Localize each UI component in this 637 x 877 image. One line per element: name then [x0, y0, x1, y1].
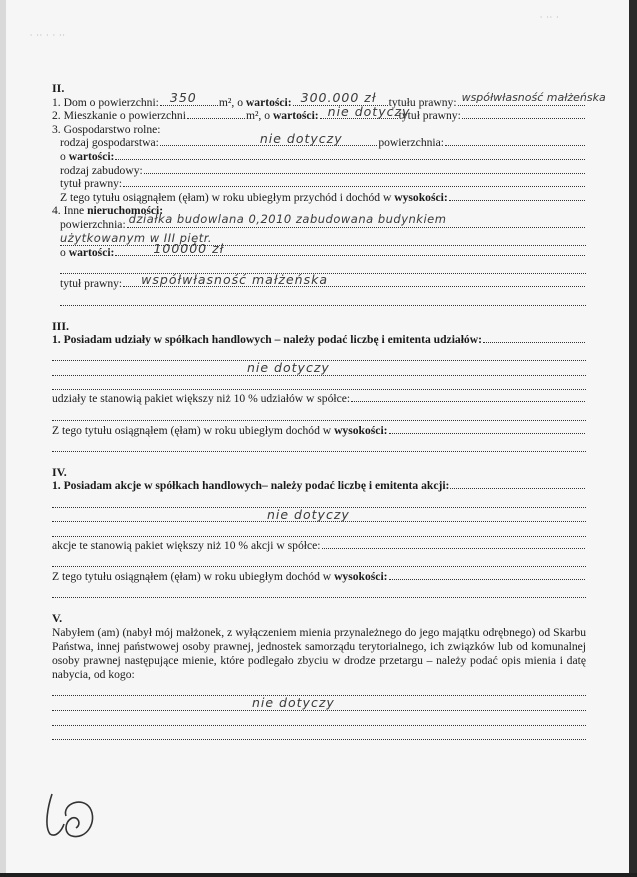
house-title-value: współwłasność małżeńska — [461, 91, 606, 104]
farm-buildings-field — [144, 164, 585, 174]
blank-dotted-line — [52, 347, 586, 362]
stocks-answer-line — [52, 508, 586, 523]
blank-dotted-line — [60, 291, 586, 306]
amount-label: wysokości: — [394, 190, 448, 204]
handwritten-initials-signature — [42, 786, 102, 846]
scan-edge-right — [629, 0, 637, 877]
blank-dotted-line — [52, 522, 586, 537]
blank-dotted-line — [52, 406, 586, 421]
amount-label: wysokości: — [334, 570, 388, 583]
shares-income-line — [52, 424, 586, 438]
scan-noise-mark: ∙ ∙∙ ∙ ∙ ∙∙ — [30, 30, 66, 40]
blank-dotted-line — [52, 584, 586, 599]
farm-title-field — [123, 177, 585, 187]
farm-type-label: rodzaj gospodarstwa: — [60, 136, 159, 150]
legal-title-label: tytuł prawny: — [60, 177, 123, 191]
income-label: Z tego tytułu osiągnąłem (ęłam) w roku ubiegłym dochód w — [52, 423, 332, 437]
section-heading-iii: III. — [52, 318, 70, 333]
flat-label: 2. Mieszkanie o powierzchni — [52, 109, 186, 123]
other-area-line-2 — [60, 232, 586, 247]
legal-title-label: tytuł prawny: — [398, 109, 461, 123]
blank-dotted-line — [52, 552, 586, 567]
shares-answer-value: nie dotyczy — [247, 360, 330, 376]
scan-edge-left — [0, 0, 6, 877]
section-heading-v: V. — [52, 611, 63, 626]
other-title-field — [123, 271, 585, 287]
stocks-pct-line — [52, 539, 586, 553]
shares-pct-line — [52, 392, 586, 406]
stocks-answer-value: nie dotyczy — [267, 506, 350, 522]
flat-value-value: nie dotyczy — [327, 103, 411, 119]
legal-title-label: tytułu prawny: — [388, 95, 457, 109]
house-title-field — [458, 91, 606, 106]
value-label: wartości: — [272, 109, 319, 123]
farm-area-field — [445, 136, 585, 146]
stocks-pct-field — [322, 539, 586, 549]
other-area-value: działka budowlana 0,2010 zabudowana budynkiem — [128, 212, 447, 227]
other-value-line — [52, 240, 586, 260]
shares-pct-field — [351, 392, 585, 402]
blank-dotted-line — [52, 376, 586, 391]
section-heading-ii: II. — [52, 81, 65, 95]
farm-area-label: powierzchnia: — [378, 136, 444, 150]
farm-label: 3. Gospodarstwo rolne: — [52, 122, 161, 136]
stocks-line — [52, 479, 586, 493]
other-title-value: współwłasność małżeńska — [141, 271, 328, 287]
value-label: wartości: — [245, 95, 292, 109]
m2-value-label: m², o — [218, 95, 243, 109]
stocks-income-line — [52, 570, 586, 584]
other-value-value: 100000 zł — [153, 240, 225, 256]
other-property-bold-label: nieruchomości: — [87, 204, 164, 218]
o-label: o — [60, 149, 66, 163]
income-label: Z tego tytułu osiągnąłem (ęłam) w roku ubiegłym dochód w — [52, 570, 332, 583]
stocks-percentage-label: akcje te stanowią pakiet większy niż 10 % akcji w spółce: — [52, 538, 321, 552]
flat-value-field — [320, 103, 411, 119]
other-area-field — [127, 212, 585, 228]
farm-income-field — [449, 191, 585, 201]
other-area-value-2: użytkowanym w III piętr. — [60, 230, 213, 245]
value-label: wartości: — [68, 149, 115, 163]
blank-dotted-line — [52, 682, 586, 697]
acquired-answer-line — [52, 696, 586, 711]
farm-value-line — [52, 150, 586, 164]
shares-income-field — [389, 424, 585, 434]
acquired-answer-value: nie dotyczy — [252, 695, 335, 711]
stocks-field — [450, 479, 585, 489]
blank-dotted-line — [52, 711, 586, 726]
other-title-line — [52, 271, 586, 291]
shares-percentage-label: udziały te stanowią pakiet większy niż 10 % udziałów w spółce: — [52, 392, 351, 406]
flat-area-field — [187, 109, 245, 119]
other-area-label: powierzchnia: — [60, 217, 126, 231]
house-area-value: 350 — [169, 90, 197, 105]
flat-line — [52, 103, 586, 123]
farm-type-value: nie dotyczy — [259, 130, 343, 146]
farm-type-field — [160, 130, 377, 146]
shares-question-label: 1. Posiadam udziały w spółkach handlowych – należy podać liczbę i emitenta udziałów: — [52, 333, 482, 347]
other-value-field — [115, 240, 585, 256]
blank-dotted-line — [52, 437, 586, 452]
scan-noise-mark: ∙ ∙∙ ∙ — [540, 12, 560, 22]
other-property-label: 4. Inne — [52, 204, 85, 218]
section-heading-iv: IV. — [52, 464, 67, 479]
farm-value-field — [115, 150, 585, 160]
flat-title-field — [462, 109, 585, 119]
legal-title-label: tytuł prawny: — [60, 277, 123, 291]
farm-buildings-line — [52, 164, 586, 178]
stocks-income-field — [389, 570, 585, 580]
income-label: Z tego tytułu osiągnąłem (ęłam) w roku ubiegłym przychód i dochód w — [60, 190, 392, 204]
scan-edge-bottom — [0, 873, 637, 877]
farm-title-line — [52, 177, 586, 191]
shares-field — [483, 333, 585, 343]
house-line — [52, 90, 606, 110]
farm-type-line — [52, 130, 586, 150]
stocks-question-label: 1. Posiadam akcje w spółkach handlowych– należy podać liczbę i emitenta akcji: — [52, 479, 450, 493]
other-area-line — [52, 212, 586, 232]
farm-income-line — [52, 191, 586, 205]
blank-dotted-line — [52, 493, 586, 508]
value-label: wartości: — [68, 246, 115, 260]
amount-label: wysokości: — [334, 423, 388, 437]
blank-dotted-line — [52, 726, 586, 741]
shares-answer-line — [52, 361, 586, 376]
house-area-field — [160, 90, 218, 106]
acquired-property-paragraph: Nabyłem (am) (nabył mój małżonek, z wyłączeniem mienia przynależnego do jego majątku odrębnego) od Skarbu Państwa, innej państwowej osoby prawnej, jednostek samorządu terytorialnego, ich związków lub od komunalnej osoby prawnej następujące mienie, które podlegało zbyciu w drodze przetargu – należy podać opis mienia i datę nabycia, od kogo: — [52, 625, 586, 681]
shares-line — [52, 333, 586, 347]
m2-value-label: m², o — [245, 109, 271, 123]
house-value-value: 300.000 zł — [300, 90, 377, 105]
o-label: o — [60, 246, 66, 260]
buildings-label: rodzaj zabudowy: — [60, 163, 143, 177]
form-content — [52, 81, 606, 740]
house-label: 1. Dom o powierzchni: — [52, 95, 159, 109]
